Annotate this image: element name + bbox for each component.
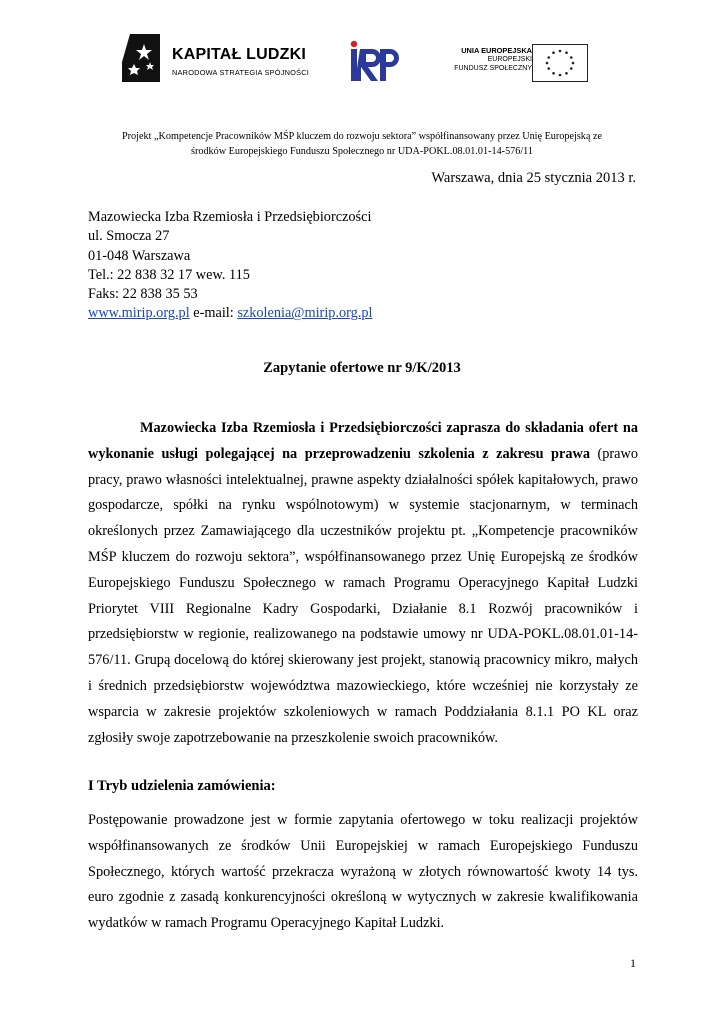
kapital-ludzki-subtitle: NARODOWA STRATEGIA SPÓJNOŚCI xyxy=(172,68,310,77)
website-link[interactable]: www.mirip.org.pl xyxy=(88,305,190,322)
city: 01-048 Warszawa xyxy=(88,247,191,264)
eu-line1: UNIA EUROPEJSKA xyxy=(461,46,532,55)
phone: Tel.: 22 838 32 17 wew. 115 xyxy=(88,266,250,283)
eu-logo xyxy=(444,40,594,86)
section-paragraph: Postępowanie prowadzone jest w formie zapytania ofertowego w toku realizacji projektów współfinansowanych ze środków Unii Europejskiej w ramach Europejskiego Funduszu Społecznego, których wartość przekracza wyrażoną w złotych równowartość kwoty 14 tys. euro zgodnie z zasadą konkurencyjności określoną w wytycznych w zakresie kwalifikowania wydatków w ramach Programu Operacyjnego Kapitał Ludzki. xyxy=(88,812,638,932)
section-heading: I Tryb udzielenia zamówienia: xyxy=(88,778,276,794)
kapital-ludzki-logo xyxy=(120,32,320,84)
kapital-ludzki-title: KAPITAŁ LUDZKI xyxy=(172,46,307,63)
page-number: 1 xyxy=(630,956,636,970)
contact-line xyxy=(88,304,373,323)
document-title: Zapytanie ofertowe nr 9/K/2013 xyxy=(263,360,461,376)
eu-flag-icon xyxy=(532,44,588,82)
street: ul. Smocza 27 xyxy=(88,228,170,245)
org-name: Mazowiecka Izba Rzemiosła i Przedsiębiorczości xyxy=(88,209,372,225)
irp-logo-icon xyxy=(346,40,400,84)
project-line-1: Projekt „Kompetencje Pracowników MŚP kluczem do rozwoju sektora” współfinansowany przez Unię Europejską ze xyxy=(122,131,602,142)
fax: Faks: 22 838 35 53 xyxy=(88,286,198,303)
intro-paragraph xyxy=(88,416,638,751)
kapital-ludzki-emblem-icon xyxy=(120,32,166,84)
eu-line3: FUNDUSZ SPOŁECZNY xyxy=(454,65,532,72)
email-link[interactable]: szkolenia@mirip.org.pl xyxy=(237,305,373,322)
sender-address xyxy=(88,208,373,324)
irp-logo xyxy=(346,40,400,84)
project-info xyxy=(60,129,664,159)
eu-logo-text xyxy=(454,46,532,73)
intro-rest: (prawo pracy, prawo własności intelektualnej, prawne aspekty działalności spółek kapitałowych, prawo gospodarcze, spółki na rynku wspólnotowym) w systemie stacjonarnym, w terminach określonych przez Zamawiającego dla uczestników projektu pt. „Kompetencje pracowników MŚP kluczem do rozwoju sektora”, współfinansowanego przez Unię Europejską ze środków Europejskiego Funduszu Społecznego w ramach Programu Operacyjnego Kapitał Ludzki Priorytet VIII Regionalne Kadry Gospodarki, Działanie 8.1 Rozwój pracowników i przedsiębiorstw w regionie, realizowanego na podstawie umowy nr UDA-POKL.08.01.01-14-576/11. Grupą docelową do której skierowany jest projekt, stanowią pracownicy mikro, małych i średnich przedsiębiorstw województwa mazowieckiego, które wcześniej nie korzystały ze wsparcia w zakresie projektów szkoleniowych w ramach Poddziałania 8.1.1 PO KL oraz zgłosiły swoje zapotrzebowanie na przeszkolenie swoich pracowników. xyxy=(88,445,638,746)
date-line: Warszawa, dnia 25 stycznia 2013 r. xyxy=(431,170,636,186)
intro-bold: Mazowiecka Izba Rzemiosła i Przedsiębiorczości zaprasza do składania ofert na wykonanie usługi polegającej na przeprowadzeniu szkolenia z zakresu prawa xyxy=(88,420,638,462)
intro-text xyxy=(88,416,638,751)
email-label: e-mail: xyxy=(189,305,238,322)
project-line-2: środków Europejskiego Funduszu Społecznego nr UDA-POKL.08.01.01-14-576/11 xyxy=(191,146,533,157)
eu-line2: EUROPEJSKI xyxy=(487,56,532,63)
